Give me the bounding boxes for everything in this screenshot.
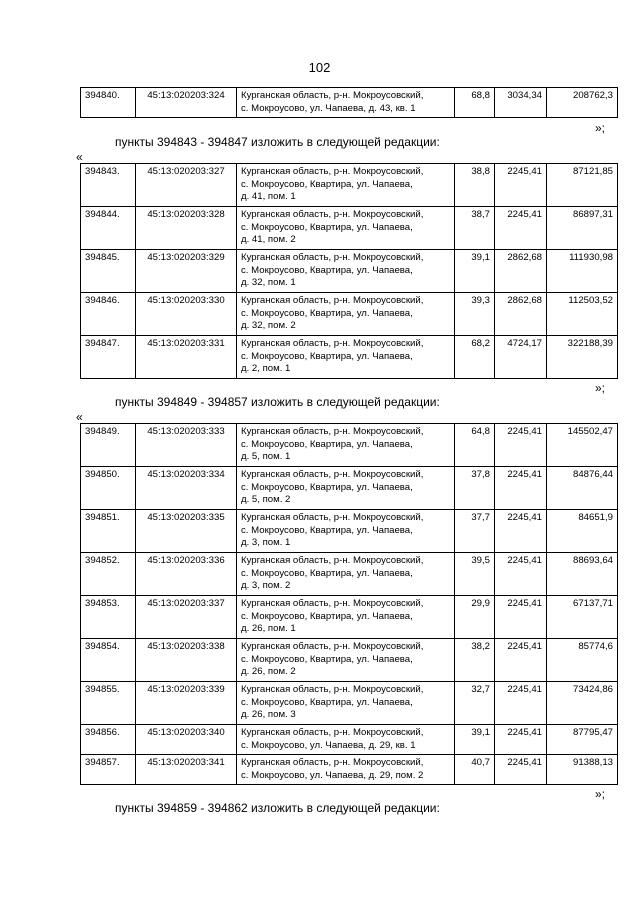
unit-value-cell: 2245,41 bbox=[495, 164, 547, 207]
unit-value-cell: 2245,41 bbox=[495, 755, 547, 785]
address-cell bbox=[237, 755, 455, 785]
address-line: с. Мокроусово, Квартира, ул. Чапаева, bbox=[241, 610, 413, 622]
address-line: д. 32, пом. 2 bbox=[241, 320, 296, 331]
unit-value-cell: 2245,41 bbox=[495, 553, 547, 596]
address-cell bbox=[237, 510, 455, 553]
page-number: 102 bbox=[308, 60, 331, 75]
cadastral-value-cell: 73424,86 bbox=[547, 682, 618, 725]
unit-value-cell: 2245,41 bbox=[495, 639, 547, 682]
registry-table bbox=[80, 163, 618, 379]
cadastral-value-cell: 88693,64 bbox=[547, 553, 618, 596]
cadastral-number-cell: 45:13:020203:341 bbox=[136, 755, 237, 785]
cadastral-value-cell: 111930,98 bbox=[547, 250, 618, 293]
table-row bbox=[81, 207, 618, 250]
address-cell bbox=[237, 424, 455, 467]
closing-quote: »; bbox=[595, 121, 606, 135]
unit-value-cell: 3034,34 bbox=[495, 88, 547, 118]
cadastral-value-cell: 112503,52 bbox=[547, 293, 618, 336]
table-row bbox=[81, 553, 618, 596]
table-row bbox=[81, 725, 618, 755]
item-number-cell: 394850. bbox=[81, 467, 136, 510]
address-line: д. 26, пом. 3 bbox=[241, 709, 296, 720]
address-cell bbox=[237, 725, 455, 755]
cadastral-value-cell: 85774,6 bbox=[547, 639, 618, 682]
cadastral-value-cell: 67137,71 bbox=[547, 596, 618, 639]
address-line: д. 26, пом. 1 bbox=[241, 623, 296, 634]
address-cell bbox=[237, 207, 455, 250]
address-cell bbox=[237, 467, 455, 510]
cadastral-value-cell: 208762,3 bbox=[547, 88, 618, 118]
table-row bbox=[81, 510, 618, 553]
item-number-cell: 394843. bbox=[81, 164, 136, 207]
cadastral-value-cell: 84651,9 bbox=[547, 510, 618, 553]
area-cell: 39,1 bbox=[455, 725, 495, 755]
address-line: д. 3, пом. 1 bbox=[241, 537, 291, 548]
address-line: Курганская область, р-н. Мокроусовский, bbox=[241, 338, 424, 349]
address-line: Курганская область, р-н. Мокроусовский, bbox=[241, 166, 424, 177]
unit-value-cell: 2245,41 bbox=[495, 596, 547, 639]
address-line: Курганская область, р-н. Мокроусовский, bbox=[241, 90, 424, 101]
area-cell: 39,1 bbox=[455, 250, 495, 293]
cadastral-number-cell: 45:13:020203:331 bbox=[136, 336, 237, 379]
cadastral-value-cell: 322188,39 bbox=[547, 336, 618, 379]
unit-value-cell: 2245,41 bbox=[495, 467, 547, 510]
address-line: с. Мокроусово, ул. Чапаева, д. 29, кв. 1 bbox=[241, 739, 416, 751]
address-line: Курганская область, р-н. Мокроусовский, bbox=[241, 598, 424, 609]
cadastral-number-cell: 45:13:020203:324 bbox=[136, 88, 237, 118]
area-cell: 39,5 bbox=[455, 553, 495, 596]
unit-value-cell: 2245,41 bbox=[495, 510, 547, 553]
area-cell: 40,7 bbox=[455, 755, 495, 785]
cadastral-value-cell: 87795,47 bbox=[547, 725, 618, 755]
address-line: Курганская область, р-н. Мокроусовский, bbox=[241, 252, 424, 263]
address-line: с. Мокроусово, ул. Чапаева, д. 43, кв. 1 bbox=[241, 102, 416, 114]
cadastral-number-cell: 45:13:020203:338 bbox=[136, 639, 237, 682]
item-number-cell: 394856. bbox=[81, 725, 136, 755]
address-line: с. Мокроусово, Квартира, ул. Чапаева, bbox=[241, 221, 413, 233]
table-row bbox=[81, 755, 618, 785]
address-line: с. Мокроусово, Квартира, ул. Чапаева, bbox=[241, 481, 413, 493]
address-line: с. Мокроусово, Квартира, ул. Чапаева, bbox=[241, 696, 413, 708]
address-line: Курганская область, р-н. Мокроусовский, bbox=[241, 512, 424, 523]
address-cell bbox=[237, 596, 455, 639]
amendment-instruction: пункты 394843 - 394847 изложить в следующей редакции: bbox=[115, 135, 440, 149]
table-row bbox=[81, 596, 618, 639]
area-cell: 29,9 bbox=[455, 596, 495, 639]
area-cell: 37,7 bbox=[455, 510, 495, 553]
area-cell: 68,2 bbox=[455, 336, 495, 379]
closing-quote: »; bbox=[595, 381, 606, 395]
unit-value-cell: 2862,68 bbox=[495, 250, 547, 293]
cadastral-number-cell: 45:13:020203:327 bbox=[136, 164, 237, 207]
registry-table bbox=[80, 87, 618, 118]
area-cell: 64,8 bbox=[455, 424, 495, 467]
address-line: Курганская область, р-н. Мокроусовский, bbox=[241, 469, 424, 480]
item-number-cell: 394853. bbox=[81, 596, 136, 639]
address-line: с. Мокроусово, Квартира, ул. Чапаева, bbox=[241, 567, 413, 579]
table-row bbox=[81, 293, 618, 336]
area-cell: 38,8 bbox=[455, 164, 495, 207]
address-cell bbox=[237, 682, 455, 725]
area-cell: 39,3 bbox=[455, 293, 495, 336]
cadastral-number-cell: 45:13:020203:334 bbox=[136, 467, 237, 510]
address-line: с. Мокроусово, Квартира, ул. Чапаева, bbox=[241, 350, 413, 362]
area-cell: 38,7 bbox=[455, 207, 495, 250]
registry-table bbox=[80, 423, 618, 785]
address-line: Курганская область, р-н. Мокроусовский, bbox=[241, 757, 424, 768]
address-line: Курганская область, р-н. Мокроусовский, bbox=[241, 727, 424, 738]
address-line: Курганская область, р-н. Мокроусовский, bbox=[241, 209, 424, 220]
address-line: д. 26, пом. 2 bbox=[241, 666, 296, 677]
item-number-cell: 394854. bbox=[81, 639, 136, 682]
item-number-cell: 394846. bbox=[81, 293, 136, 336]
table-row bbox=[81, 336, 618, 379]
address-line: Курганская область, р-н. Мокроусовский, bbox=[241, 426, 424, 437]
amendment-instruction: пункты 394859 - 394862 изложить в следующей редакции: bbox=[115, 801, 440, 815]
cadastral-number-cell: 45:13:020203:329 bbox=[136, 250, 237, 293]
opening-quote: « bbox=[76, 410, 83, 424]
address-line: Курганская область, р-н. Мокроусовский, bbox=[241, 295, 424, 306]
address-cell bbox=[237, 293, 455, 336]
cadastral-number-cell: 45:13:020203:340 bbox=[136, 725, 237, 755]
item-number-cell: 394851. bbox=[81, 510, 136, 553]
amendment-instruction: пункты 394849 - 394857 изложить в следующей редакции: bbox=[115, 395, 440, 409]
table-row bbox=[81, 164, 618, 207]
cadastral-number-cell: 45:13:020203:336 bbox=[136, 553, 237, 596]
unit-value-cell: 2862,68 bbox=[495, 293, 547, 336]
address-cell bbox=[237, 88, 455, 118]
table-row bbox=[81, 639, 618, 682]
unit-value-cell: 2245,41 bbox=[495, 424, 547, 467]
address-line: с. Мокроусово, Квартира, ул. Чапаева, bbox=[241, 438, 413, 450]
address-line: д. 41, пом. 1 bbox=[241, 191, 296, 202]
address-cell bbox=[237, 553, 455, 596]
address-cell bbox=[237, 164, 455, 207]
area-cell: 38,2 bbox=[455, 639, 495, 682]
table-row bbox=[81, 467, 618, 510]
address-line: с. Мокроусово, Квартира, ул. Чапаева, bbox=[241, 653, 413, 665]
address-line: с. Мокроусово, Квартира, ул. Чапаева, bbox=[241, 264, 413, 276]
address-line: Курганская область, р-н. Мокроусовский, bbox=[241, 684, 424, 695]
cadastral-number-cell: 45:13:020203:333 bbox=[136, 424, 237, 467]
table-row bbox=[81, 250, 618, 293]
item-number-cell: 394852. bbox=[81, 553, 136, 596]
area-cell: 32,7 bbox=[455, 682, 495, 725]
cadastral-number-cell: 45:13:020203:339 bbox=[136, 682, 237, 725]
cadastral-number-cell: 45:13:020203:328 bbox=[136, 207, 237, 250]
address-line: д. 5, пом. 2 bbox=[241, 494, 291, 505]
address-line: с. Мокроусово, Квартира, ул. Чапаева, bbox=[241, 178, 413, 190]
address-cell bbox=[237, 250, 455, 293]
address-line: д. 3, пом. 2 bbox=[241, 580, 291, 591]
item-number-cell: 394855. bbox=[81, 682, 136, 725]
opening-quote: « bbox=[76, 150, 83, 164]
cadastral-value-cell: 145502,47 bbox=[547, 424, 618, 467]
item-number-cell: 394840. bbox=[81, 88, 136, 118]
address-line: д. 5, пом. 1 bbox=[241, 451, 291, 462]
area-cell: 37,8 bbox=[455, 467, 495, 510]
area-cell: 68,8 bbox=[455, 88, 495, 118]
unit-value-cell: 4724,17 bbox=[495, 336, 547, 379]
unit-value-cell: 2245,41 bbox=[495, 725, 547, 755]
item-number-cell: 394849. bbox=[81, 424, 136, 467]
unit-value-cell: 2245,41 bbox=[495, 207, 547, 250]
table-row bbox=[81, 682, 618, 725]
address-line: Курганская область, р-н. Мокроусовский, bbox=[241, 641, 424, 652]
address-cell bbox=[237, 336, 455, 379]
item-number-cell: 394847. bbox=[81, 336, 136, 379]
closing-quote: »; bbox=[595, 787, 606, 801]
address-line: с. Мокроусово, Квартира, ул. Чапаева, bbox=[241, 307, 413, 319]
cadastral-value-cell: 84876,44 bbox=[547, 467, 618, 510]
cadastral-value-cell: 87121,85 bbox=[547, 164, 618, 207]
address-line: с. Мокроусово, ул. Чапаева, д. 29, пом. 2 bbox=[241, 769, 424, 781]
item-number-cell: 394845. bbox=[81, 250, 136, 293]
unit-value-cell: 2245,41 bbox=[495, 682, 547, 725]
cadastral-number-cell: 45:13:020203:337 bbox=[136, 596, 237, 639]
address-line: д. 32, пом. 1 bbox=[241, 277, 296, 288]
item-number-cell: 394857. bbox=[81, 755, 136, 785]
address-line: с. Мокроусово, Квартира, ул. Чапаева, bbox=[241, 524, 413, 536]
address-line: Курганская область, р-н. Мокроусовский, bbox=[241, 555, 424, 566]
cadastral-number-cell: 45:13:020203:330 bbox=[136, 293, 237, 336]
cadastral-value-cell: 91388,13 bbox=[547, 755, 618, 785]
address-line: д. 41, пом. 2 bbox=[241, 234, 296, 245]
cadastral-value-cell: 86897,31 bbox=[547, 207, 618, 250]
table-row bbox=[81, 424, 618, 467]
cadastral-number-cell: 45:13:020203:335 bbox=[136, 510, 237, 553]
item-number-cell: 394844. bbox=[81, 207, 136, 250]
address-cell bbox=[237, 639, 455, 682]
table-row bbox=[81, 88, 618, 118]
address-line: д. 2, пом. 1 bbox=[241, 363, 291, 374]
